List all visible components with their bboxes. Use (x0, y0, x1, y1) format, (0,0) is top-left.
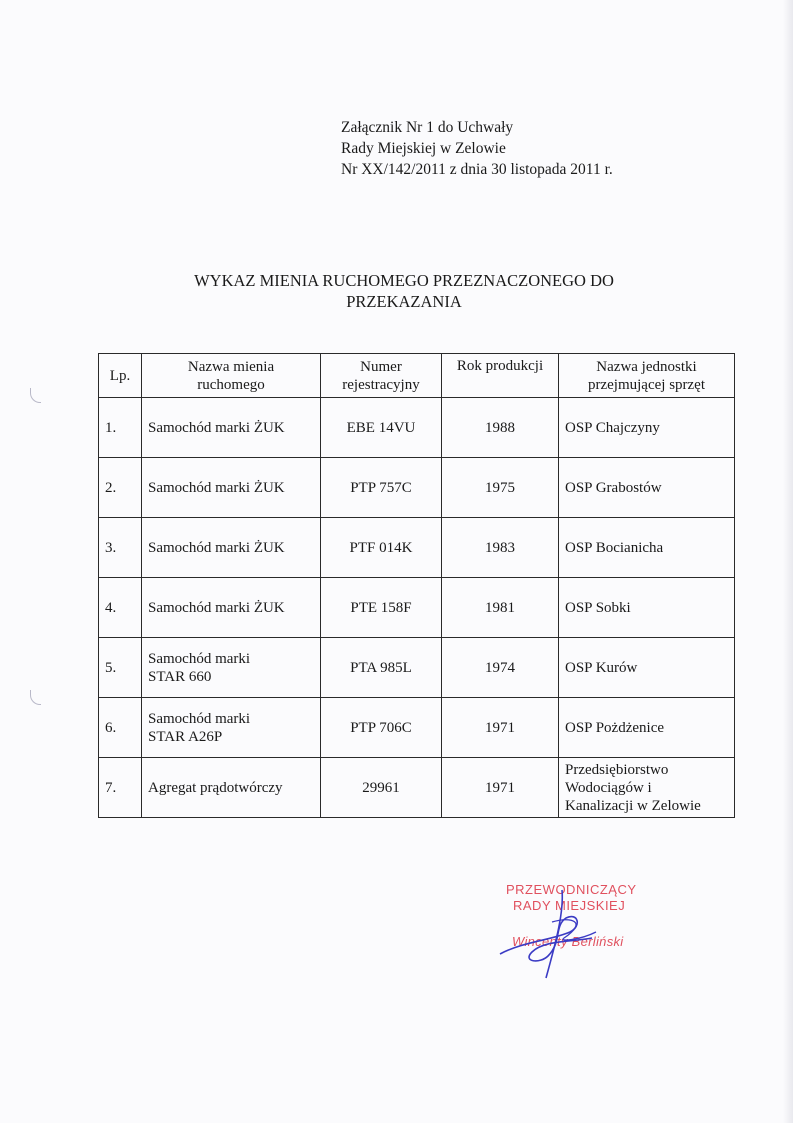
signature-stroke (546, 890, 562, 978)
handwritten-signature (492, 882, 662, 992)
cell-receiving-unit (559, 758, 735, 818)
column-header-registration (321, 354, 442, 398)
column-header-text: Numer (360, 358, 402, 375)
cell-asset-name-text: Samochód marki (148, 710, 251, 727)
document-title (100, 270, 708, 312)
cell-asset-name (142, 638, 321, 698)
cell-registration-text: PTP 706C (350, 719, 412, 736)
cell-year-text: 1975 (485, 479, 515, 496)
cell-asset-name (142, 578, 321, 638)
cell-registration (321, 458, 442, 518)
cell-registration (321, 638, 442, 698)
cell-year (442, 698, 559, 758)
cell-asset-name-text: Samochód marki ŻUK (148, 419, 285, 436)
cell-asset-name-text: STAR 660 (148, 668, 212, 685)
column-header-lp (99, 354, 142, 398)
column-header-text: ruchomego (197, 376, 265, 393)
cell-asset-name (142, 398, 321, 458)
table-row (99, 398, 735, 458)
cell-asset-name (142, 758, 321, 818)
assets-table (98, 353, 735, 818)
stamp-title-line: PRZEWODNICZĄCY (506, 882, 637, 897)
cell-receiving-unit-text: Przedsiębiorstwo (565, 761, 669, 778)
column-header-text: Nazwa mienia (187, 358, 275, 375)
cell-registration (321, 518, 442, 578)
cell-year-text: 1983 (485, 539, 515, 556)
cell-asset-name-text: Samochód marki ŻUK (148, 479, 285, 496)
table-row (99, 458, 735, 518)
punch-hole-mark (30, 690, 41, 705)
stamp-name: Wincenty Berliński (512, 934, 624, 949)
cell-registration-text: 29961 (362, 779, 400, 796)
cell-lp (99, 638, 142, 698)
table-row (99, 578, 735, 638)
cell-asset-name (142, 458, 321, 518)
cell-year-text: 1988 (485, 419, 515, 436)
table-row (99, 638, 735, 698)
cell-registration (321, 578, 442, 638)
cell-registration-text: PTF 014K (349, 539, 413, 556)
cell-receiving-unit (559, 698, 735, 758)
cell-year-text: 1971 (485, 719, 515, 736)
cell-registration (321, 758, 442, 818)
cell-year (442, 758, 559, 818)
cell-registration-text: EBE 14VU (346, 419, 416, 436)
cell-year (442, 638, 559, 698)
cell-asset-name-text: Agregat prądotwórczy (148, 779, 283, 796)
cell-asset-name-text: Samochód marki ŻUK (148, 539, 285, 556)
cell-lp-text: 1. (105, 419, 117, 436)
cell-year-text: 1974 (485, 659, 515, 676)
cell-lp-text: 7. (105, 779, 117, 796)
cell-receiving-unit-text: Wodociągów i (565, 779, 652, 796)
cell-registration-text: PTA 985L (350, 659, 412, 676)
table-row (99, 758, 735, 818)
cell-receiving-unit-text: OSP Chajczyny (565, 419, 660, 436)
official-stamp (492, 882, 662, 992)
cell-year-text: 1971 (485, 779, 515, 796)
cell-asset-name (142, 518, 321, 578)
cell-asset-name-text: Samochód marki ŻUK (148, 599, 285, 616)
document-title-line: PRZEKAZANIA (346, 292, 462, 311)
cell-asset-name-text: Samochód marki (148, 650, 251, 667)
cell-lp (99, 698, 142, 758)
cell-asset-name (142, 698, 321, 758)
cell-receiving-unit (559, 398, 735, 458)
column-header-text: przejmującej sprzęt (587, 376, 706, 393)
cell-receiving-unit (559, 578, 735, 638)
cell-year (442, 578, 559, 638)
cell-lp (99, 458, 142, 518)
table-row (99, 698, 735, 758)
cell-year (442, 518, 559, 578)
attachment-header-line: Załącznik Nr 1 do Uchwały (341, 119, 514, 136)
cell-lp (99, 518, 142, 578)
cell-receiving-unit (559, 638, 735, 698)
cell-lp (99, 398, 142, 458)
cell-receiving-unit-text: OSP Grabostów (565, 479, 662, 496)
column-header-text: Nazwa jednostki (596, 358, 697, 375)
stamp-title-line: RADY MIEJSKIEJ (513, 898, 626, 913)
cell-lp (99, 578, 142, 638)
cell-lp-text: 6. (105, 719, 117, 736)
cell-receiving-unit-text: OSP Pożdżenice (565, 719, 665, 736)
cell-receiving-unit-text: OSP Kurów (565, 659, 638, 676)
column-header-text: Lp. (109, 367, 131, 384)
punch-hole-mark (30, 388, 41, 403)
cell-registration-text: PTE 158F (350, 599, 412, 616)
cell-receiving-unit-text: OSP Bocianicha (565, 539, 664, 556)
cell-year-text: 1981 (485, 599, 515, 616)
cell-lp-text: 4. (105, 599, 117, 616)
column-header-receiving-unit (559, 354, 735, 398)
column-header-year (442, 354, 559, 398)
column-header-text: Rok produkcji (456, 358, 544, 374)
table-header-row (99, 354, 735, 398)
cell-lp-text: 3. (105, 539, 117, 556)
document-title-line: WYKAZ MIENIA RUCHOMEGO PRZEZNACZONEGO DO (194, 271, 614, 290)
cell-registration-text: PTP 757C (350, 479, 412, 496)
column-header-text: rejestracyjny (342, 376, 420, 393)
cell-receiving-unit (559, 458, 735, 518)
attachment-header-line: Nr XX/142/2011 z dnia 30 listopada 2011 r. (341, 161, 613, 178)
cell-registration (321, 698, 442, 758)
cell-receiving-unit (559, 518, 735, 578)
cell-lp-text: 2. (105, 479, 117, 496)
page-edge-shadow (783, 0, 793, 1123)
cell-lp (99, 758, 142, 818)
cell-lp-text: 5. (105, 659, 117, 676)
attachment-header-line: Rady Miejskiej w Zelowie (341, 140, 506, 157)
cell-receiving-unit-text: OSP Sobki (565, 599, 631, 616)
cell-year (442, 458, 559, 518)
table-row (99, 518, 735, 578)
cell-asset-name-text: STAR A26P (148, 728, 223, 745)
cell-registration (321, 398, 442, 458)
cell-receiving-unit-text: Kanalizacji w Zelowie (565, 797, 701, 814)
cell-year (442, 398, 559, 458)
column-header-asset-name (142, 354, 321, 398)
attachment-header (341, 117, 613, 180)
